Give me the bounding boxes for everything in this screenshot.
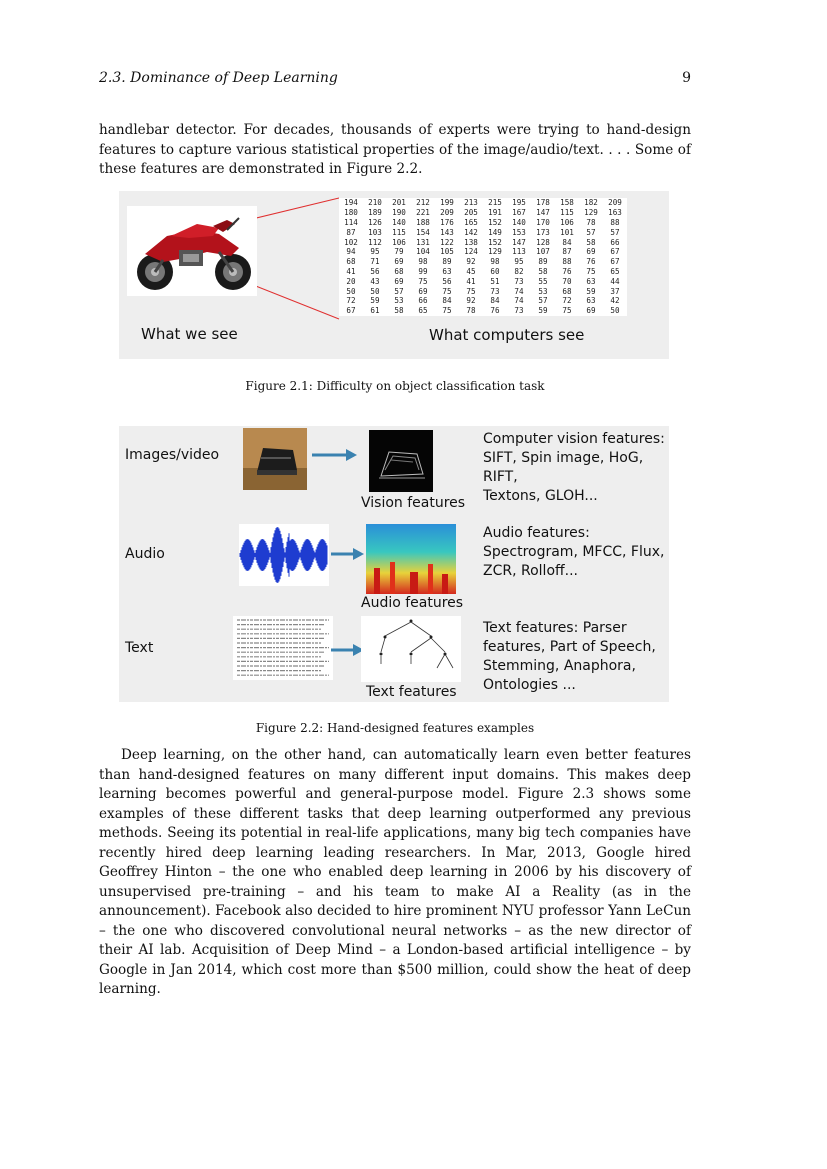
desc-text <box>483 619 656 695</box>
pixel-value: 67 <box>610 247 620 257</box>
pixel-value: 84 <box>490 296 500 306</box>
pixel-value: 75 <box>442 286 452 296</box>
pixel-value: 102 <box>344 237 358 247</box>
pixel-value: 76 <box>562 266 572 276</box>
pixel-value: 88 <box>610 217 620 227</box>
parse-tree-image <box>361 616 461 682</box>
pixel-value: 57 <box>586 227 596 237</box>
spectrogram-image <box>366 524 456 594</box>
pixel-value: 75 <box>418 276 428 286</box>
pixel-value: 201 <box>392 198 406 208</box>
pixel-value: 45 <box>466 266 476 276</box>
pixel-value: 37 <box>610 286 620 296</box>
label-what-computers-see: What computers see <box>429 326 585 344</box>
pixel-value: 178 <box>536 198 550 208</box>
pixel-value: 78 <box>466 306 476 316</box>
pixel-value: 153 <box>512 227 526 237</box>
pixel-value: 69 <box>394 276 404 286</box>
pixel-value: 55 <box>538 276 548 286</box>
pixel-value: 69 <box>394 257 404 267</box>
pixel-value: 56 <box>442 276 452 286</box>
pixel-row <box>339 257 627 267</box>
pixel-value: 126 <box>368 217 382 227</box>
pixel-value: 44 <box>610 276 620 286</box>
arrow-icon <box>331 643 365 657</box>
pixel-value: 124 <box>464 247 478 257</box>
pixel-value: 69 <box>586 247 596 257</box>
pixel-value: 67 <box>610 257 620 267</box>
desc-audio <box>483 524 664 581</box>
desc-line: Textons, GLOH... <box>483 488 598 504</box>
pixel-value: 165 <box>464 217 478 227</box>
pixel-value: 50 <box>346 286 356 296</box>
pixel-value: 89 <box>442 257 452 267</box>
pixel-value: 76 <box>586 257 596 267</box>
pixel-value: 190 <box>392 208 406 218</box>
label-what-we-see: What we see <box>141 325 238 343</box>
pixel-value: 68 <box>394 266 404 276</box>
pixel-value: 41 <box>346 266 356 276</box>
pixel-value: 115 <box>560 208 574 218</box>
pixel-row <box>339 286 627 296</box>
running-header <box>99 70 691 90</box>
pixel-value: 63 <box>586 296 596 306</box>
motorcycle-image <box>127 206 257 296</box>
pixel-value: 143 <box>440 227 454 237</box>
pixel-value: 99 <box>418 266 428 276</box>
desc-line: SIFT, Spin image, HoG, RIFT, <box>483 450 644 485</box>
pixel-row <box>339 276 627 286</box>
pixel-value: 79 <box>394 247 404 257</box>
pixel-value: 113 <box>512 247 526 257</box>
pixel-value: 189 <box>368 208 382 218</box>
pixel-value: 101 <box>560 227 574 237</box>
pixel-value: 69 <box>586 306 596 316</box>
pixel-value: 58 <box>586 237 596 247</box>
pixel-value: 68 <box>562 286 572 296</box>
figure-caption-2-1: Figure 2.1: Difficulty on object classification task <box>245 379 545 393</box>
pixel-row <box>339 208 627 218</box>
pixel-value: 154 <box>416 227 430 237</box>
pixel-value: 152 <box>488 237 502 247</box>
pixel-value: 89 <box>538 257 548 267</box>
text-document-image <box>233 616 333 680</box>
pixel-value: 140 <box>392 217 406 227</box>
pixel-value: 75 <box>466 286 476 296</box>
pixel-value: 215 <box>488 198 502 208</box>
desc-vision <box>483 430 669 506</box>
desc-line: Computer vision features: <box>483 431 665 447</box>
pixel-value: 195 <box>512 198 526 208</box>
pixel-value: 95 <box>514 257 524 267</box>
pixel-value: 73 <box>514 276 524 286</box>
pixel-value: 60 <box>490 266 500 276</box>
pixel-value: 205 <box>464 208 478 218</box>
desc-line: Spectrogram, MFCC, Flux, <box>483 544 665 560</box>
pixel-value: 103 <box>368 227 382 237</box>
pixel-row <box>339 267 627 277</box>
pixel-value: 78 <box>586 217 596 227</box>
pixel-value: 75 <box>586 266 596 276</box>
figure-2-2 <box>119 426 669 702</box>
pixel-value: 59 <box>370 296 380 306</box>
row-label-audio: Audio <box>125 546 165 562</box>
pixel-row <box>339 218 627 228</box>
pixel-value: 180 <box>344 208 358 218</box>
pixel-value: 106 <box>560 217 574 227</box>
pixel-value: 104 <box>416 247 430 257</box>
pixel-value: 88 <box>562 257 572 267</box>
pixel-value: 59 <box>538 306 548 316</box>
pixel-value: 65 <box>610 266 620 276</box>
pixel-value: 199 <box>440 198 454 208</box>
pixel-value: 76 <box>490 306 500 316</box>
pixel-value: 98 <box>418 257 428 267</box>
pixel-value: 128 <box>536 237 550 247</box>
pixel-value: 67 <box>346 306 356 316</box>
pixel-value: 98 <box>490 257 500 267</box>
pixel-row <box>339 237 627 247</box>
pixel-value: 87 <box>562 247 572 257</box>
pixel-value: 50 <box>610 306 620 316</box>
pixel-value: 73 <box>490 286 500 296</box>
pixel-value: 209 <box>608 198 622 208</box>
pixel-value: 105 <box>440 247 454 257</box>
pixel-value: 115 <box>392 227 406 237</box>
pixel-value: 182 <box>584 198 598 208</box>
arrow-icon <box>312 448 358 462</box>
desc-line: Stemming, Anaphora, <box>483 658 636 674</box>
pixel-value: 58 <box>538 266 548 276</box>
pixel-value: 188 <box>416 217 430 227</box>
pixel-value: 61 <box>370 306 380 316</box>
pixel-value: 129 <box>584 208 598 218</box>
pixel-value: 167 <box>512 208 526 218</box>
pixel-value: 51 <box>490 276 500 286</box>
pixel-value: 66 <box>610 237 620 247</box>
row-label-images: Images/video <box>125 447 220 463</box>
pixel-value: 149 <box>488 227 502 237</box>
pixel-matrix <box>339 198 627 316</box>
pixel-value: 213 <box>464 198 478 208</box>
pixel-value: 56 <box>370 266 380 276</box>
pixel-value: 129 <box>488 247 502 257</box>
stapler-photo <box>243 428 307 490</box>
arrow-icon <box>331 547 365 561</box>
pixel-value: 147 <box>536 208 550 218</box>
pixel-value: 57 <box>538 296 548 306</box>
pixel-value: 163 <box>608 208 622 218</box>
pixel-value: 212 <box>416 198 430 208</box>
desc-line: features, Part of Speech, <box>483 639 656 655</box>
pixel-value: 84 <box>442 296 452 306</box>
pixel-value: 53 <box>538 286 548 296</box>
pixel-value: 84 <box>562 237 572 247</box>
figure-caption-2-2: Figure 2.2: Hand-designed features examples <box>255 721 535 735</box>
pixel-value: 75 <box>562 306 572 316</box>
pixel-value: 131 <box>416 237 430 247</box>
pixel-value: 68 <box>346 257 356 267</box>
pixel-value: 72 <box>562 296 572 306</box>
pixel-row <box>339 306 627 316</box>
row-label-text: Text <box>125 640 154 656</box>
pixel-value: 92 <box>466 257 476 267</box>
pixel-value: 176 <box>440 217 454 227</box>
pixel-row <box>339 247 627 257</box>
pixel-value: 71 <box>370 257 380 267</box>
pixel-value: 210 <box>368 198 382 208</box>
pixel-value: 41 <box>466 276 476 286</box>
figure-2-1 <box>119 191 669 359</box>
pixel-value: 142 <box>464 227 478 237</box>
desc-line: ZCR, Rolloff... <box>483 563 578 579</box>
pixel-value: 43 <box>370 276 380 286</box>
pixel-value: 74 <box>514 286 524 296</box>
paragraph-deep-learning: Deep learning, on the other hand, can automatically learn even better features than hand-designed features on many different input domains. This makes deep learning becomes powerful and general-purpose model. Figure 2.3 shows some examples of these different tasks that deep learning outperformed any previous methods. Seeing its potential in real-life applications, many big tech companies have recently hired deep learning leading researchers. In Mar, 2013, Google hired Geoffrey Hinton – the one who enabled deep learning in 2006 by his discovery of unsupervised pre-training – and his team to make AI a Reality (as in the announcement). Facebook also decided to hire prominent NYU professor Yann LeCun – the one who discovered convolutional neural networks – as the new director of their AI lab. Acquisition of Deep Mind – a London-based artificial intelligence – by Google in Jan 2014, which cost more than $500 million, could show the heat of deep learning. <box>99 747 691 997</box>
pixel-value: 57 <box>610 227 620 237</box>
pixel-value: 107 <box>536 247 550 257</box>
pixel-value: 70 <box>562 276 572 286</box>
pixel-value: 147 <box>512 237 526 247</box>
pixel-value: 221 <box>416 208 430 218</box>
pixel-value: 138 <box>464 237 478 247</box>
vision-features-image <box>369 430 433 492</box>
pixel-value: 59 <box>586 286 596 296</box>
pixel-value: 58 <box>394 306 404 316</box>
pixel-row <box>339 227 627 237</box>
pixel-value: 194 <box>344 198 358 208</box>
pixel-value: 209 <box>440 208 454 218</box>
pixel-value: 122 <box>440 237 454 247</box>
pixel-value: 152 <box>488 217 502 227</box>
pixel-row <box>339 198 627 208</box>
pixel-value: 50 <box>370 286 380 296</box>
pixel-value: 75 <box>442 306 452 316</box>
pixel-value: 92 <box>466 296 476 306</box>
pixel-value: 69 <box>418 286 428 296</box>
pixel-value: 170 <box>536 217 550 227</box>
pixel-value: 140 <box>512 217 526 227</box>
pixel-value: 191 <box>488 208 502 218</box>
pixel-value: 63 <box>442 266 452 276</box>
pixel-value: 106 <box>392 237 406 247</box>
pixel-value: 53 <box>394 296 404 306</box>
pixel-value: 112 <box>368 237 382 247</box>
pixel-value: 65 <box>418 306 428 316</box>
pixel-value: 114 <box>344 217 358 227</box>
pixel-row <box>339 296 627 306</box>
pixel-value: 94 <box>346 247 356 257</box>
feature-label-text: Text features <box>366 684 457 700</box>
feature-label-audio: Audio features <box>361 595 464 611</box>
pixel-value: 57 <box>394 286 404 296</box>
pixel-value: 95 <box>370 247 380 257</box>
pixel-value: 72 <box>346 296 356 306</box>
feature-label-vision: Vision features <box>361 495 466 511</box>
pixel-value: 173 <box>536 227 550 237</box>
pixel-value: 63 <box>586 276 596 286</box>
pixel-value: 66 <box>418 296 428 306</box>
desc-line: Text features: Parser <box>483 620 627 636</box>
paragraph-intro: handlebar detector. For decades, thousands of experts were trying to hand-design features to capture various statistical properties of the image/audio/text. . . . Some of these features are demonstrated in Figure 2.2. <box>99 122 691 177</box>
pixel-value: 73 <box>514 306 524 316</box>
desc-line: Ontologies ... <box>483 677 576 693</box>
pixel-value: 20 <box>346 276 356 286</box>
pixel-value: 42 <box>610 296 620 306</box>
pixel-value: 158 <box>560 198 574 208</box>
section-title: 2.3. Dominance of Deep Learning <box>99 70 338 86</box>
audio-waveform-image <box>239 524 329 586</box>
pixel-value: 82 <box>514 266 524 276</box>
pixel-value: 74 <box>514 296 524 306</box>
pixel-value: 87 <box>346 227 356 237</box>
desc-line: Audio features: <box>483 525 590 541</box>
page-number: 9 <box>682 70 691 86</box>
